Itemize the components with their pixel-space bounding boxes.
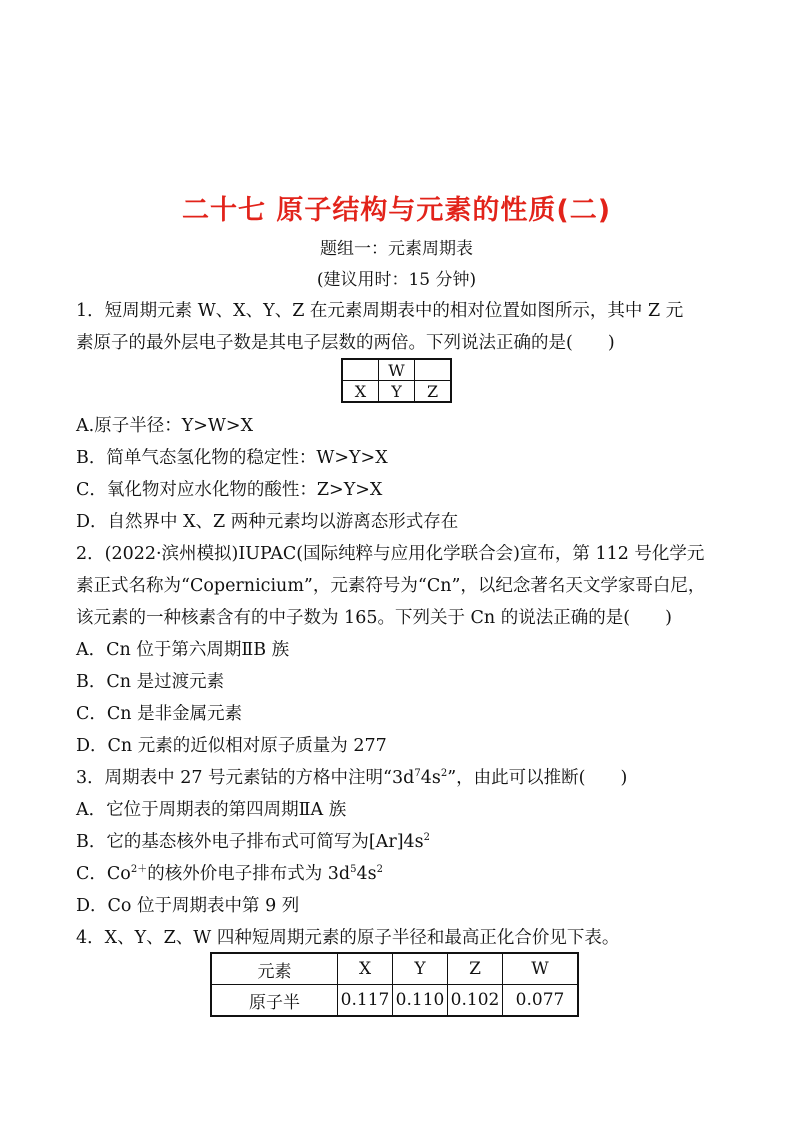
table-cell: W xyxy=(379,359,415,381)
q3-stem-sup1: 7 xyxy=(414,768,421,779)
table-cell: 0.102 xyxy=(448,985,503,1017)
q3-option-c-c: 4s xyxy=(356,864,377,884)
table-row xyxy=(342,359,451,381)
q1-option-b: B．简单气态氢化物的稳定性：W>Y>X xyxy=(76,448,388,468)
q3-option-c-a: C．Co xyxy=(76,864,131,884)
q3-stem-pre: 3．周期表中 27 号元素钴的方格中注明“3d xyxy=(76,768,415,788)
q3-option-d: D．Co 位于周期表中第 9 列 xyxy=(76,896,300,916)
q4-stem: 4．X、Y、Z、W 四种短周期元素的原子半径和最高正化合价见下表。 xyxy=(76,928,620,948)
time-hint: (建议用时：15 分钟) xyxy=(316,270,477,290)
q3-stem xyxy=(76,764,627,789)
table-header-cell: Y xyxy=(393,953,448,985)
table-cell: 原子半 xyxy=(211,985,338,1017)
q3-option-c-b: 的核外价电子排布式为 3d xyxy=(147,864,351,884)
q3-option-c-sup2: 5 xyxy=(350,864,357,875)
table-cell: 0.110 xyxy=(393,985,448,1017)
q1-option-a: A.原子半径：Y>W>X xyxy=(76,416,254,436)
table-row xyxy=(342,381,451,403)
table-cell xyxy=(415,359,452,381)
q4-data-table xyxy=(210,952,579,1017)
table-cell: Y xyxy=(379,381,415,403)
q3-option-c xyxy=(76,860,383,885)
q3-option-a: A．它位于周期表的第四周期ⅡA 族 xyxy=(76,800,347,820)
page-title: 二十七 原子结构与元素的性质(二) xyxy=(181,195,612,226)
table-cell: 0.117 xyxy=(338,985,393,1017)
table-header-row xyxy=(211,953,578,985)
table-header-cell: Z xyxy=(448,953,503,985)
q3-option-c-sup1: 2＋ xyxy=(130,864,148,875)
table-cell: Z xyxy=(415,381,452,403)
table-header-cell: W xyxy=(503,953,579,985)
q1-option-d: D．自然界中 X、Z 两种元素均以游离态形式存在 xyxy=(76,512,459,532)
section-heading: 题组一：元素周期表 xyxy=(320,239,473,259)
table-header-cell: X xyxy=(338,953,393,985)
q2-option-c: C．Cn 是非金属元素 xyxy=(76,704,243,724)
table-row xyxy=(211,985,578,1017)
table-cell xyxy=(342,359,379,381)
q3-option-b xyxy=(76,828,430,853)
q2-option-b: B．Cn 是过渡元素 xyxy=(76,672,225,692)
q3-option-b-sup: 2 xyxy=(423,832,431,843)
q1-stem-line2: 素原子的最外层电子数是其电子层数的两倍。下列说法正确的是( ) xyxy=(76,333,615,353)
q3-stem-sup2: 2 xyxy=(440,768,448,779)
q2-stem-line3: 该元素的一种核素含有的中子数为 165。下列关于 Cn 的说法正确的是( ) xyxy=(76,608,672,628)
q2-option-d: D．Cn 元素的近似相对原子质量为 277 xyxy=(76,736,387,756)
q2-stem-line1: 2．(2022·滨州模拟)IUPAC(国际纯粹与应用化学联合会)宣布，第 112 号化学元 xyxy=(76,544,705,564)
q1-periodic-table xyxy=(341,358,452,403)
q1-stem-line1: 1．短周期元素 W、X、Y、Z 在元素周期表中的相对位置如图所示，其中 Z 元 xyxy=(76,301,684,321)
q2-stem-line2: 素正式名称为“Copernicium”，元素符号为“Cn”，以纪念著名天文学家哥白尼， xyxy=(76,576,706,596)
q3-option-b-text: B．它的基态核外电子排布式可简写为[Ar]4s xyxy=(76,832,424,852)
q3-stem-post: ”，由此可以推断( ) xyxy=(447,768,628,788)
q2-option-a: A．Cn 位于第六周期ⅡB 族 xyxy=(76,640,290,660)
table-header-cell: 元素 xyxy=(211,953,338,985)
table-cell: 0.077 xyxy=(503,985,579,1017)
q1-option-c: C．氧化物对应水化物的酸性：Z>Y>X xyxy=(76,480,383,500)
q3-stem-mid: 4s xyxy=(420,768,441,788)
q3-option-c-sup3: 2 xyxy=(376,864,383,875)
table-cell: X xyxy=(342,381,379,403)
